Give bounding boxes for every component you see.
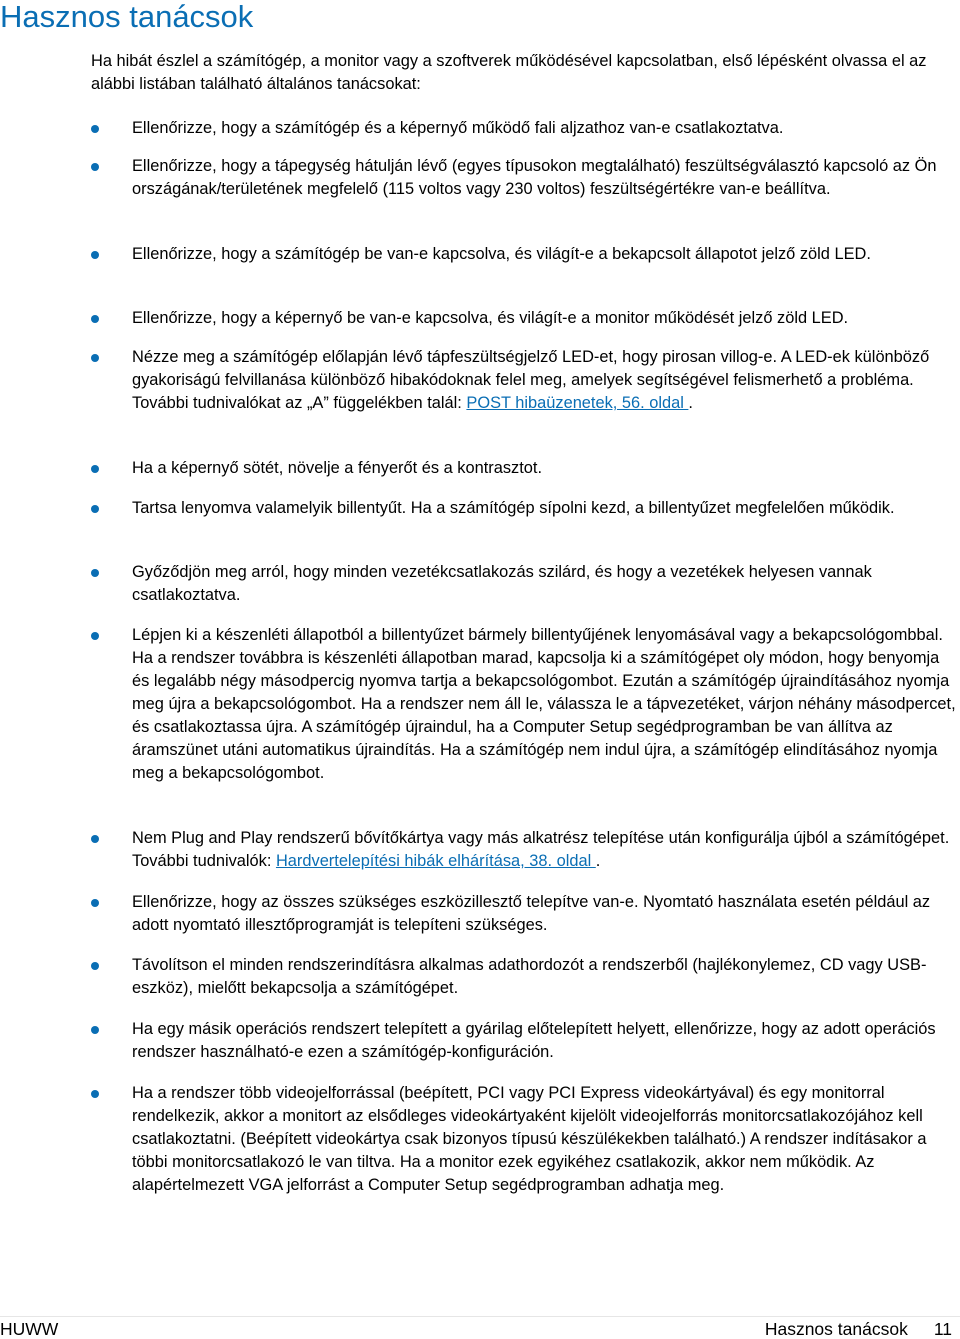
bullet-icon [91,962,99,970]
tip-text: Ha egy másik operációs rendszert telepített a gyárilag előtelepített helyett, ellenőrizze, hogy az adott operációs rendszer használható-e ezen a számítógép-konfiguráción. [132,1020,936,1061]
tip-text: Ellenőrizze, hogy a számítógép be van-e kapcsolva, és világít-e a bekapcsolt állapotot jelző zöld LED. [132,245,871,263]
footer-divider [0,1316,960,1317]
tip-text-body: Nem Plug and Play rendszerű bővítőkártya vagy más alkatrész telepítése után konfigurálja újból a számítógépet. További tudnivalók: [132,829,950,870]
footer-section [765,1319,952,1339]
footer-section-title: Hasznos tanácsok [764,1319,908,1339]
bullet-icon [91,505,99,513]
bullet-icon [91,125,99,133]
bullet-icon [91,465,99,473]
tip-text [132,827,958,873]
tip-text: Távolítson el minden rendszerindításra alkalmas adathordozót a rendszerből (hajlékonylemez, CD vagy USB-eszköz), mielőtt bekapcsolja a számítógépet. [132,956,927,997]
intro-paragraph: Ha hibát észlel a számítógép, a monitor vagy a szoftverek működésével kapcsolatban, első lépésként olvassa el az alábbi listában található általános tanácsokat: [91,52,927,93]
tip-text-body: Nézze meg a számítógép előlapján lévő tápfeszültségjelző LED-et, hogy pirosan villog-e. A LED-ek különböző gyakoriságú felvillanása különböző hibakódoknak felel meg, amelyek segítségével felismerhető a probléma. További tudnivalókat az „A” függelékben talál: [132,348,930,412]
bullet-icon [91,315,99,323]
page-title: Hasznos tanácsok [0,0,254,34]
bullet-icon [91,354,99,362]
tip-text: Ellenőrizze, hogy a tápegység hátulján lévő (egyes típusokon megtalálható) feszültségválasztó kapcsoló az Ön országának/területének megfelelő (115 voltos vagy 230 voltos) feszültségértékre van-e beállítva. [132,157,937,198]
bullet-icon [91,569,99,577]
tip-text: Ellenőrizze, hogy a képernyő be van-e kapcsolva, és világít-e a monitor működését jelző zöld LED. [132,309,849,327]
tip-text: Ellenőrizze, hogy a számítógép és a képernyő működő fali aljzathoz van-e csatlakoztatva. [132,119,784,137]
bullet-icon [91,632,99,640]
hardware-troubleshooting-link[interactable]: Hardvertelepítési hibák elhárítása, 38. oldal [275,852,596,870]
post-error-codes-link[interactable]: POST hibaüzenetek, 56. oldal [466,394,689,412]
tip-text: Ha a rendszer több videojelforrással (beépített, PCI vagy PCI Express videokártyával) és egy monitorral rendelkezik, akkor a monitort az elsődleges videokártyaként kijelölt videojelforrás monitorcsatlakozójához kell csatlakoztatni. (Beépített videokártya csak bizonyos típusú készülékekben található.) A rendszer indításakor a többi monitorcsatlakozó le van tiltva. Ha a monitor ezek egyikéhez csatlakozik, akkor nem működik. Az alapértelmezett VGA jelforrást a Computer Setup segédprogramban adhatja meg. [132,1084,927,1194]
tip-text-end: . [595,852,601,870]
tip-text-end: . [688,394,693,412]
bullet-icon [91,1090,99,1098]
page-number: 11 [933,1319,952,1339]
footer-doc-code: HUWW [0,1319,59,1339]
bullet-icon [91,1026,99,1034]
tip-text: Győződjön meg arról, hogy minden vezetékcsatlakozás szilárd, és hogy a vezetékek helyesen vannak csatlakoztatva. [132,563,872,604]
bullet-icon [91,251,99,259]
tip-text: Lépjen ki a készenléti állapotból a billentyűzet bármely billentyűjének lenyomásával vagy a bekapcsológombbal. Ha a rendszer továbbra is készenléti állapotban marad, kapcsolja ki a számítógépet oly módon, hogy benyomja és legalább négy másodpercig nyomva tartja a bekapcsológombot. Ezután a számítógép újraindításához nyomja meg újra a bekapcsológombot. Ha a rendszer nem áll le, válassza le a tápvezetéket, várjon néhány másodpercet, és csatlakoztassa újra. A számítógép újraindul, ha a Computer Setup segédprogramban be van állítva az áramszünet utáni automatikus újraindítás. Ha a számítógép nem indul újra, a számítógép elindításához nyomja meg a bekapcsológombot. [132,626,956,782]
bullet-icon [91,835,99,843]
bullet-icon [91,163,99,171]
tip-text: Ellenőrizze, hogy az összes szükséges eszközillesztő telepítve van-e. Nyomtató használata esetén például az adott nyomtató illesztőprogramját is telepíteni szükséges. [132,893,931,934]
tip-text: Tartsa lenyomva valamelyik billentyűt. Ha a számítógép sípolni kezd, a billentyűzet megfelelően működik. [132,499,895,517]
tip-text [132,346,958,415]
bullet-icon [91,899,99,907]
tip-text: Ha a képernyő sötét, növelje a fényerőt és a kontrasztot. [132,459,542,477]
